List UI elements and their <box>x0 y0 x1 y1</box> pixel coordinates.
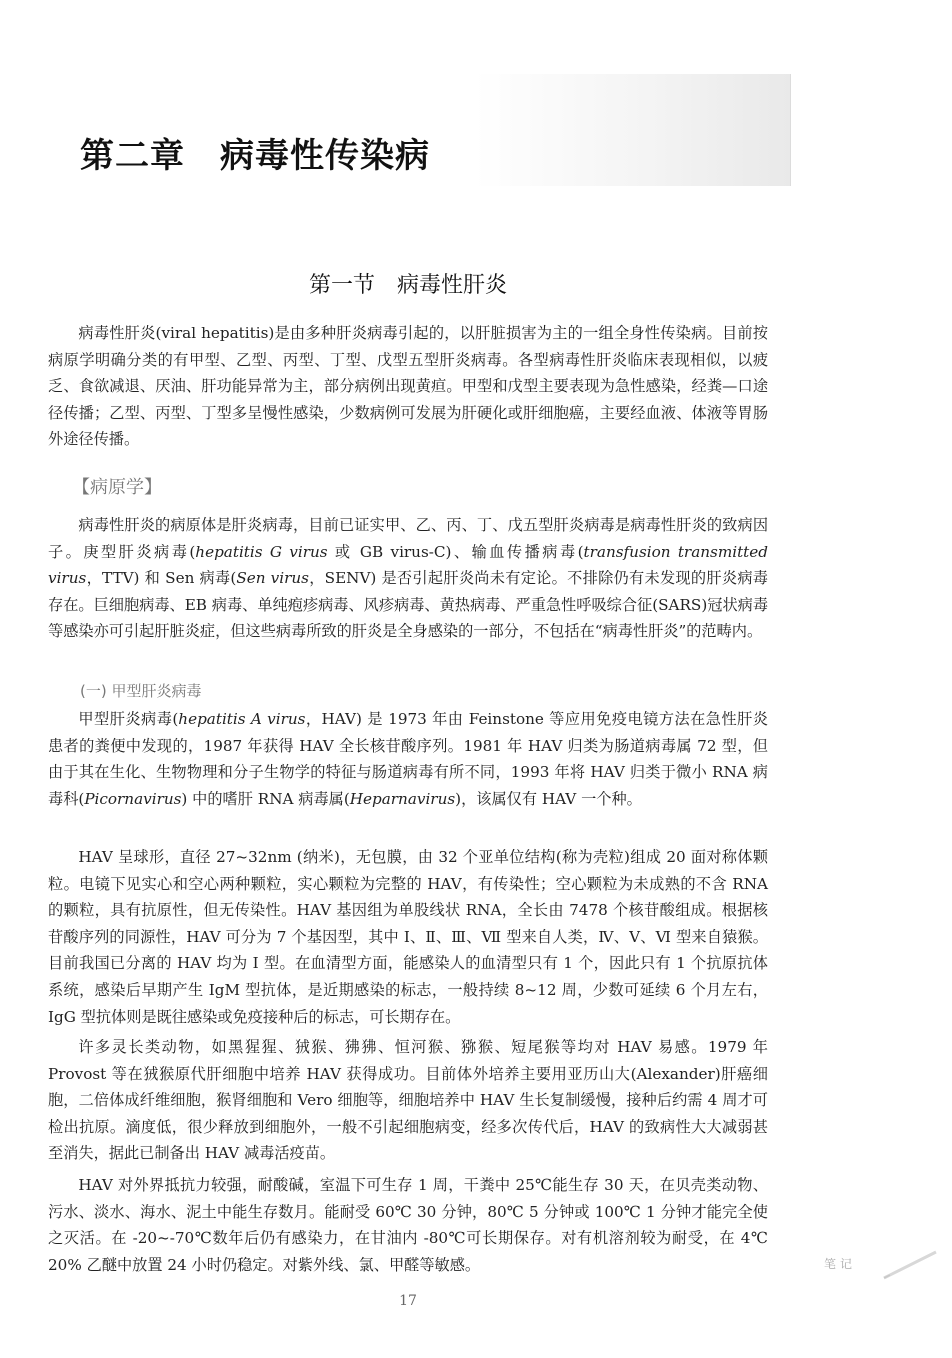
intro-paragraph: 病毒性肝炎(viral hepatitis)是由多种肝炎病毒引起的，以肝脏损害为主的一组全身性传染病。目前按病原学明确分类的有甲型、乙型、丙型、丁型、戊型五型肝炎病毒。各型病毒性肝炎临床表现相似，以疲乏、食欲减退、厌油、肝功能异常为主，部分病例出现黄疸。甲型和戊型主要表现为急性感染，经粪—口途径传播；乙型、丙型、丁型多呈慢性感染，少数病例可发展为肝硬化或肝细胞癌，主要经血液、体液等胃肠外途径传播。 <box>48 324 768 449</box>
hav-paragraph-4: HAV 对外界抵抗力较强，耐酸碱，室温下可生存 1 周，干粪中 25℃能生存 30 天，在贝壳类动物、污水、淡水、海水、泥土中能生存数月。能耐受 60℃ 30 分钟，80℃ 5 分钟或 100℃ 1 分钟才能完全使之灭活。在 -20~-70℃数年后仍有感染力，在甘油内 -80℃可长期保存。对有机溶剂较为耐受，在 4℃ 20% 乙醚中放置 24 小时仍稳定。对紫外线、氯、甲醛等敏感。 <box>48 1176 768 1274</box>
section-title: 第一节 病毒性肝炎 <box>308 273 507 298</box>
hav-paragraph-3: 许多灵长类动物，如黑猩猩、狨猴、狒狒、恒河猴、猕猴、短尾猴等均对 HAV 易感。1979 年 Provost 等在狨猴原代肝细胞中培养 HAV 获得成功。目前体外培养主要用亚历山大(Alexander)肝癌细胞，二倍体成纤维细胞，猴肾细胞和 Vero 细胞等，细胞培养中 HAV 生长复制缓慢，接种后约需 4 周才可检出抗原。滴度低，很少释放到细胞外，一般不引起细胞病变，经多次传代后，HAV 的致病性大大减弱甚至消失，据此已制备出 HAV 减毒活疫苗。 <box>48 1038 768 1163</box>
notes-label: 笔记 <box>824 1257 857 1271</box>
chapter-title: 第二章 病毒性传染病 <box>80 136 430 176</box>
pen-icon <box>880 1250 940 1280</box>
etiology-paragraph-1: 病毒性肝炎的病原体是肝炎病毒，目前已证实甲、乙、丙、丁、戊五型肝炎病毒是病毒性肝炎的致病因子。庚型肝炎病毒(hepatitis G virus 或 GB virus-C)、输血传播病毒(transfusion transmitted virus，TTV) 和 Sen 病毒(Sen virus，SENV) 是否引起肝炎尚未有定论。不排除仍有未发现的肝炎病毒存在。巨细胞病毒、EB 病毒、单纯疱疹病毒、风疹病毒、黄热病毒、严重急性呼吸综合征(SARS)冠状病毒等感染亦可引起肝脏炎症，但这些病毒所致的肝炎是全身感染的一部分，不包括在“病毒性肝炎”的范畴内。 <box>48 516 769 641</box>
page-number: 17 <box>399 1293 417 1309</box>
etiology-heading: 【病原学】 <box>72 477 162 498</box>
hav-paragraph-2: HAV 呈球形，直径 27~32nm (纳米)，无包膜，由 32 个亚单位结构(称为壳粒)组成 20 面对称体颗粒。电镜下见实心和空心两种颗粒，实心颗粒为完整的 HAV，有传染性；空心颗粒为未成熟的不含 RNA 的颗粒，具有抗原性，但无传染性。HAV 基因组为单股线状 RNA，全长由 7478 个核苷酸组成。根据核苷酸序列的同源性，HAV 可分为 7 个基因型，其中 Ⅰ、Ⅱ、Ⅲ、Ⅶ 型来自人类，Ⅳ、Ⅴ、Ⅵ 型来自猿猴。目前我国已分离的 HAV 均为 Ⅰ 型。在血清型方面，能感染人的血清型只有 1 个，因此只有 1 个抗原抗体系统，感染后早期产生 IgM 型抗体，是近期感染的标志，一般持续 8~12 周，少数可延续 6 个月左右，IgG 型抗体则是既往感染或免疫接种后的标志，可长期存在。 <box>48 848 768 1026</box>
hav-paragraph-1: 甲型肝炎病毒(hepatitis A virus，HAV) 是 1973 年由 Feinstone 等应用免疫电镜方法在急性肝炎患者的粪便中发现的，1987 年获得 HAV 全长核苷酸序列。1981 年 HAV 归类为肠道病毒属 72 型，但由于其在生化、生物物理和分子生物学的特征与肠道病毒有所不同，1993 年将 HAV 归类于微小 RNA 病毒科(Picornavirus) 中的嗜肝 RNA 病毒属(Heparnavirus)，该属仅有 HAV 一个种。 <box>48 710 768 808</box>
hav-subheading: (一) 甲型肝炎病毒 <box>80 682 202 700</box>
